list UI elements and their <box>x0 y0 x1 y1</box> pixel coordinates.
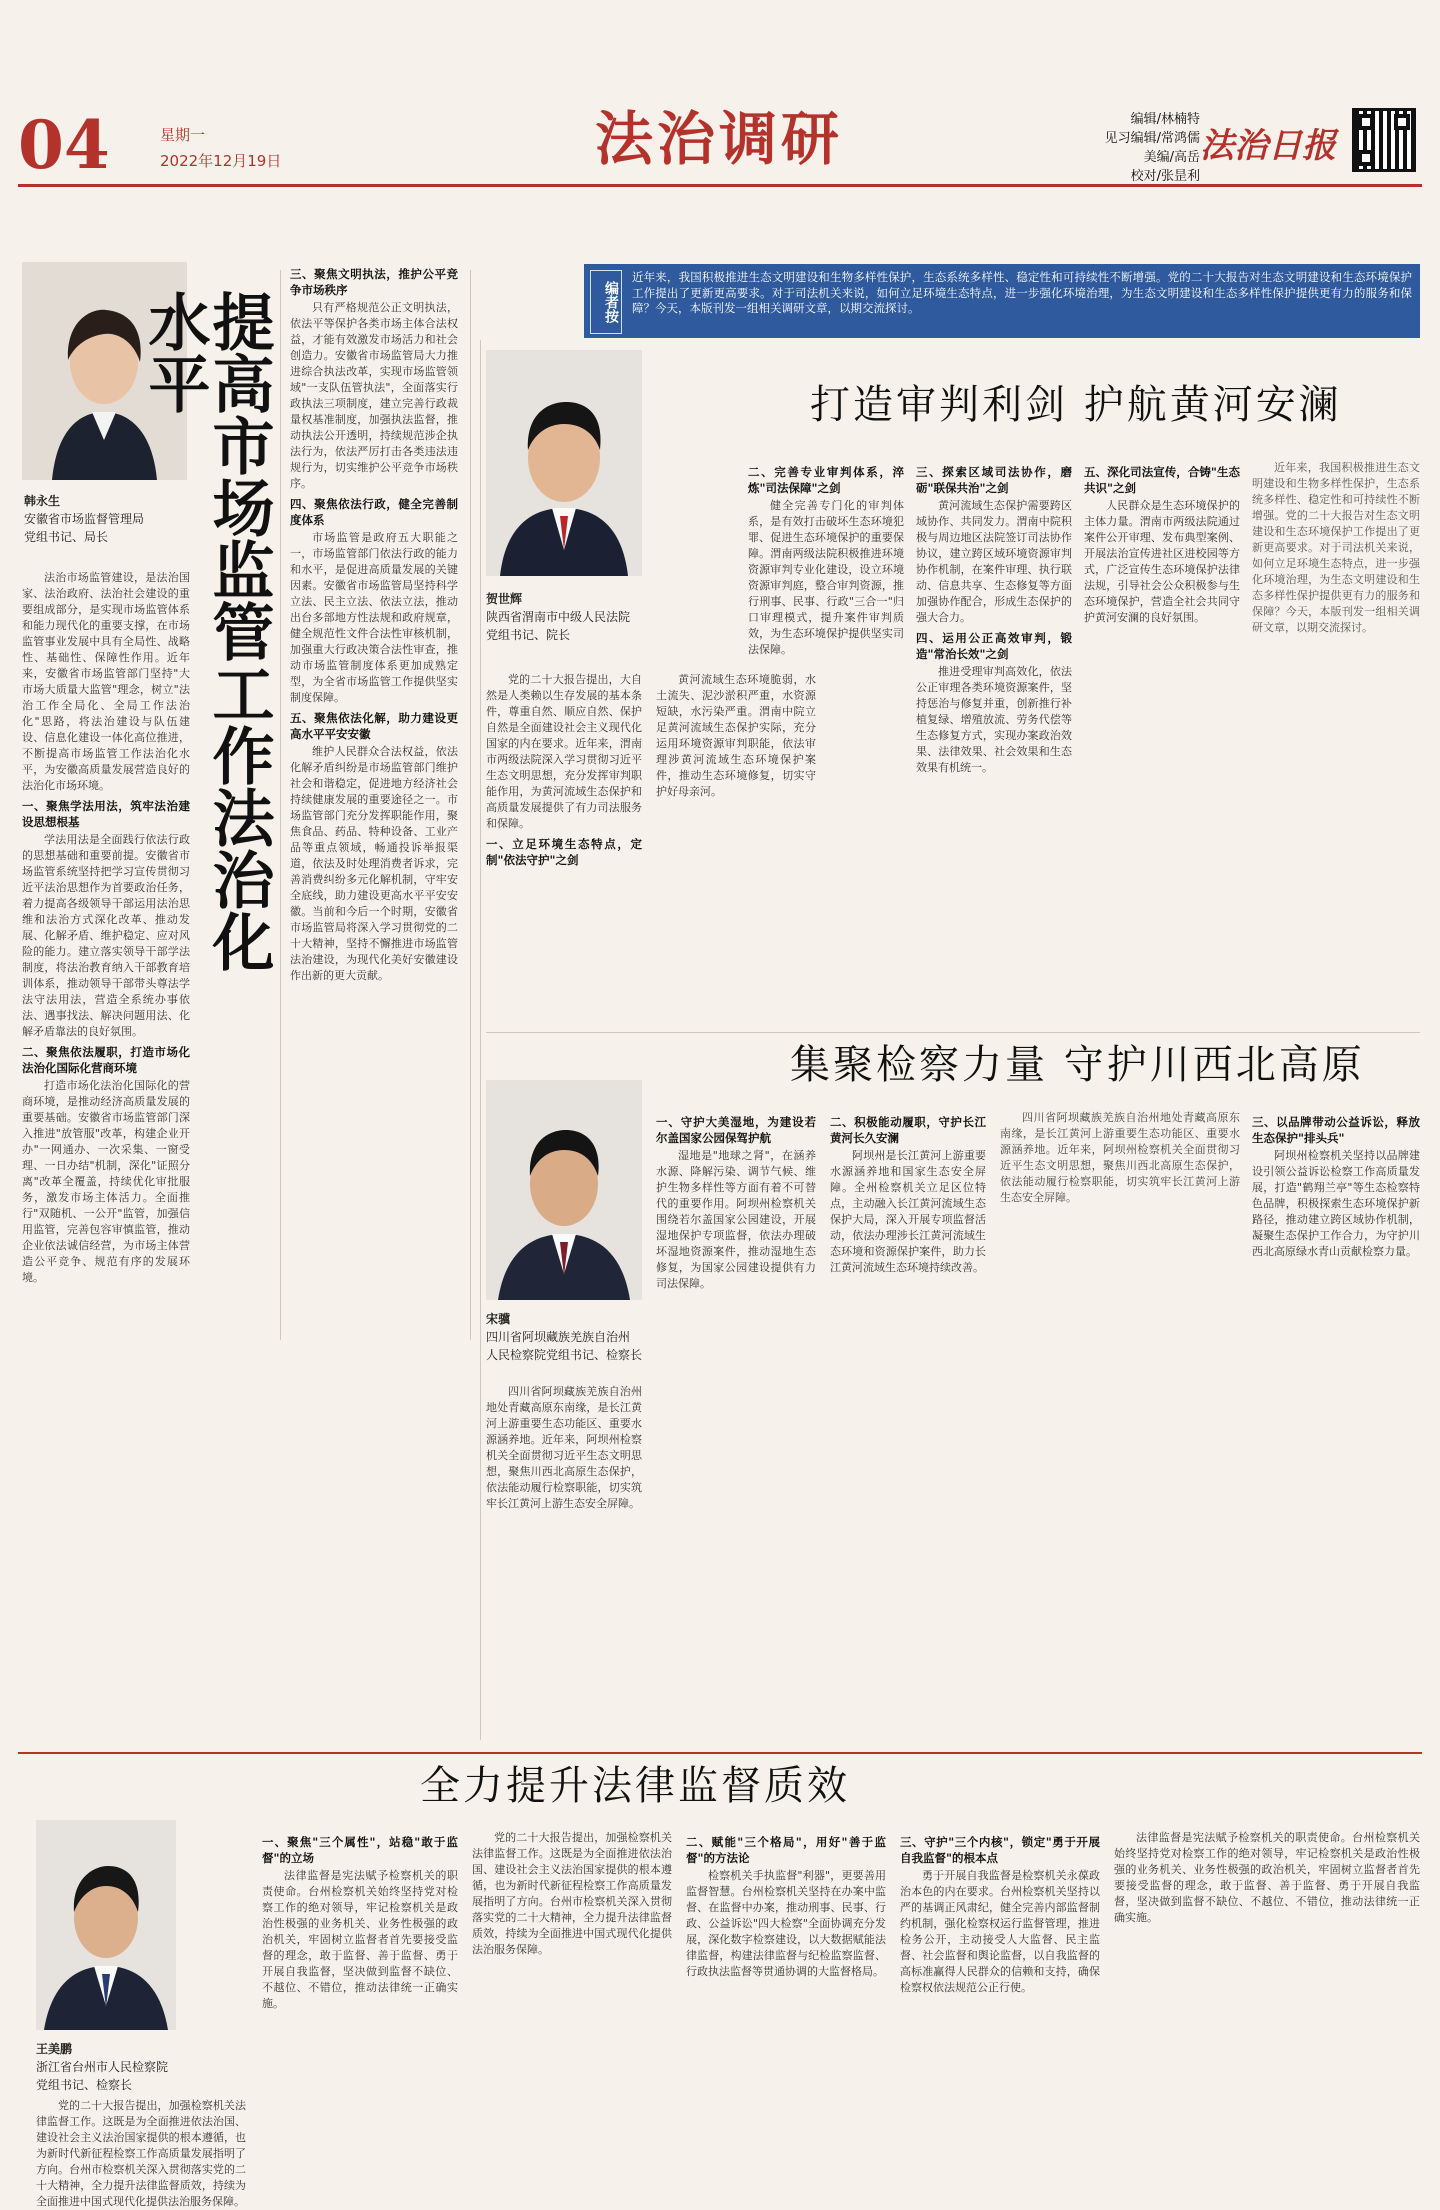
article2-closing: 近年来，我国积极推进生态文明建设和生物多样性保护，生态系统多样性、稳定性和可持续性不断增强。党的二十大报告对生态文明建设和生态环境保护工作提出了更新更高要求。对于司法机关来说，如何立足环境生态特点，进一步强化环境治理，为生态文明建设和生态多样性保护提供更有力的服务和保障？今天，本版刊发一组相关调研文章，以期交流探讨。 <box>1252 461 1420 634</box>
author-org: 安徽省市场监督管理局 <box>24 512 145 526</box>
article1-subhead: 五、聚焦依法化解，助力建设更高水平平安安徽 <box>290 711 458 741</box>
author-caption <box>24 492 194 546</box>
article2-lead: 党的二十大报告提出，大自然是人类赖以生存发展的基本条件，尊重自然、顺应自然、保护自然是全面建设社会主义现代化国家的内在要求。近年来，渭南市两级法院深入学习贯彻习近平生态文明思想，充分发挥审判职能作用，为黄河流域生态保护和高质量发展提供了有力司法服务和保障。 <box>486 673 642 830</box>
article4-subhead: 一、聚焦"三个属性"，站稳"敢于监督"的立场 <box>262 1835 458 1865</box>
column-divider <box>480 340 481 1740</box>
editor-credit-line: 编辑/林楠特 <box>1130 112 1200 127</box>
section-title: 法治调研 <box>595 105 844 173</box>
editor-credits <box>1050 110 1200 186</box>
article1-subhead: 三、聚焦文明执法，推护公平竞争市场秩序 <box>290 267 458 297</box>
editor-note-badge <box>590 270 622 334</box>
article4-column-a <box>262 1830 458 2178</box>
article1-subhead: 二、聚焦依法履职，打造市场化法治化国际化营商环境 <box>22 1045 190 1075</box>
article3-subhead: 三、以品牌带动公益诉讼，释放生态保护"排头兵" <box>1252 1115 1420 1145</box>
author-org: 浙江省台州市人民检察院 <box>36 2060 169 2074</box>
article2-body: 人民群众是生态环境保护的主体力量。渭南市两级法院通过案件公开审理、发布典型案例、开展法治宣传进社区进校园等方式，广泛宣传生态环境保护法律法规，引导社会公众积极参与生态环境保护，营造全社会共同守护黄河安澜的良好氛围。 <box>1084 499 1240 624</box>
author-role: 党组书记、局长 <box>24 530 109 544</box>
article3-body: 阿坝州检察机关坚持以品牌建设引领公益诉讼检察工作高质量发展，打造"鹤翔兰亭"等生态检察特色品牌，积极探索生态环境保护新路径，推动建立跨区域协作机制，凝聚生态保护工作合力，为守护川西北高原绿水青山贡献检察力量。 <box>1252 1149 1420 1258</box>
article4-body: 勇于开展自我监督是检察机关永葆政治本色的内在要求。台州检察机关坚持以严的基调正风肃纪，健全完善内部监督制约机制，强化检察权运行监督管理，推进检务公开，主动接受人大监督、民主监督、社会监督和舆论监督，以自我监督的高标准赢得人民群众的信赖和支持，确保检察权依法规范公正行使。 <box>900 1869 1100 1994</box>
article1-body: 只有严格规范公正文明执法，依法平等保护各类市场主体合法权益，才能有效激发市场活力和社会创造力。安徽省市场监管局大力推进综合执法改革，实现市场监管领域"一支队伍管执法"，全面落实行政执法三项制度，建立完善行政裁量权基准制度，加强执法监督，推动执法公开透明，持续规范涉企执法行为，依法严厉打击各类违法违规行为，切实维护公平竞争市场秩序。 <box>290 301 458 490</box>
article3-lead: 四川省阿坝藏族羌族自治州地处青藏高原东南缘，是长江黄河上游重要生态功能区、重要水源涵养地。近年来，阿坝州检察机关全面贯彻习近平生态文明思想，聚焦川西北高原生态保护，依法能动履行检察职能，切实筑牢长江黄河上游生态安全屏障。 <box>486 1385 642 1510</box>
column-divider <box>280 270 281 1340</box>
author-caption <box>486 1310 656 1364</box>
article4-subhead: 三、守护"三个内核"，锁定"勇于开展自我监督"的根本点 <box>900 1835 1100 1865</box>
article2-title: 打造审判利剑 护航黄河安澜 <box>810 382 1342 428</box>
article4-lead: 党的二十大报告提出，加强检察机关法律监督工作。这既是为全面推进依法治国、建设社会主义法治国家提供的根本遵循，也为新时代新征程检察工作高质量发展指明了方向。台州市检察机关深入贯彻落实党的二十大精神，全力提升法律监督质效，持续为全面推进中国式现代化提供法治服务保障。 <box>36 2099 246 2208</box>
author-photo-he <box>486 350 642 576</box>
page-number: 04 <box>18 106 110 184</box>
author-role: 人民检察院党组书记、检察长 <box>486 1348 643 1362</box>
article3-column-e <box>1252 1110 1420 1724</box>
article2-column-c <box>748 460 904 1020</box>
article1-column-a <box>22 570 190 1340</box>
article3-subhead: 一、守护大美湿地，为建设若尔盖国家公园保驾护航 <box>656 1115 816 1145</box>
article1-subhead: 四、聚焦依法行政，健全完善制度体系 <box>290 497 458 527</box>
editor-credit-line: 见习编辑/常鸿儒 <box>1104 131 1200 146</box>
author-name: 贺世辉 <box>486 592 523 606</box>
article1-body: 市场监管是政府五大职能之一，市场监管部门依法行政的能力和水平，是促进高质量发展的关键因素。安徽省市场监管局坚持科学立法、民主立法、依法立法，推动出台多部地方性法规和政府规章，健全规范性文件合法性审核机制，加强重大行政决策合法性审查，推动市场监管制度体系更加成熟定型，为全省市场监管工作提供坚实制度保障。 <box>290 531 458 704</box>
editor-credit-line: 校对/张昰利 <box>1130 169 1200 184</box>
article1-subhead: 一、聚焦学法用法，筑牢法治建设思想根基 <box>22 799 190 829</box>
article2-body: 黄河流域生态环境脆弱，水土流失、泥沙淤积严重，水资源短缺，水污染严重。渭南中院立足黄河流域生态保护实际，充分运用环境资源审判职能，依法审理涉黄河流域生态环境保护案件，推动生态环境修复，切实守护好母亲河。 <box>656 673 816 798</box>
editor-note-text: 近年来，我国积极推进生态文明建设和生物多样性保护，生态系统多样性、稳定性和可持续性不断增强。党的二十大报告对生态文明建设和生态环境保护工作提出了更新更高要求。对于司法机关来说，如何立足环境生态特点，进一步强化环境治理，为生态文明建设和生态多样性保护提供更有力的服务和保障？今天，本版刊发一组相关调研文章，以期交流探讨。 <box>632 270 1412 315</box>
article2-subhead: 二、完善专业审判体系，淬炼"司法保障"之剑 <box>748 465 904 495</box>
author-role: 党组书记、院长 <box>486 628 571 642</box>
article2-subhead: 四、运用公正高效审判，锻造"常治长效"之剑 <box>916 631 1072 661</box>
article2-subhead: 一、立足环境生态特点，定制"依法守护"之剑 <box>486 837 642 867</box>
section-divider-red <box>18 1752 1422 1754</box>
article2-column-e <box>1084 460 1240 1020</box>
headline-vertical <box>138 290 275 1030</box>
author-caption <box>486 590 656 644</box>
author-name: 王美鹏 <box>36 2042 73 2056</box>
author-role: 党组书记、检察长 <box>36 2078 133 2092</box>
article2-body: 推进受理审判高效化，依法公正审理各类环境资源案件，坚持惩治与修复并重，创新推行补植复绿、增殖放流、劳务代偿等生态修复方式，实现办案政治效果、法律效果、社会效果和生态效果有机统一。 <box>916 665 1072 774</box>
article4-column-lead <box>36 2098 246 2208</box>
article3-column-d <box>1000 1110 1240 1724</box>
article2-column-d <box>916 460 1072 1020</box>
article3-body: 湿地是"地球之肾"，在涵养水源、降解污染、调节气候、维护生物多样性等方面有着不可替代的重要作用。阿坝州检察机关围绕若尔盖国家公园建设，开展湿地保护专项监督，依法办理破坏湿地资源案件，推动湿地生态修复，为国家公园建设提供有力司法保障。 <box>656 1149 816 1290</box>
editor-credit-line: 美编/高岳 <box>1143 150 1200 165</box>
article2-body: 健全完善专门化的审判体系，是有效打击破坏生态环境犯罪、促进生态环境保护的重要保障。渭南两级法院积极推进环境资源审判专业化建设，设立环境资源审判庭，整合审判资源，推行刑事、民事、行政"三合一"归口审理模式，提升案件审判质效，为生态环境保护提供坚实司法保障。 <box>748 499 904 656</box>
article4-column-e <box>1114 1830 1420 2178</box>
article3-subhead: 二、积极能动履职，守护长江黄河长久安澜 <box>830 1115 986 1145</box>
article1-title: 提高市场监管工作法治化水平 <box>138 290 275 972</box>
column-divider <box>470 270 471 1340</box>
article4-column-b <box>472 1830 672 2178</box>
article1-body: 打造市场化法治化国际化的营商环境，是推动经济高质量发展的重要基础。安徽省市场监管部门深入推进"放管服"改革，构建企业开办"一网通办、一次采集、一窗受理、一日办结"机制，深化"证照分离"改革全覆盖，持续优化审批服务，激发市场主体活力。全面推行"双随机、一公开"监管，加强信用监管，完善包容审慎监管，推动企业依法诚信经营，为市场主体营造公平竞争、规范有序的发展环境。 <box>22 1079 190 1284</box>
article1-body: 学法用法是全面践行依法行政的思想基础和重要前提。安徽省市场监管系统坚持把学习宣传贯彻习近平法治思想作为首要政治任务，着力提高各级领导干部运用法治思维和法治方式深化改革、推动发展、化解矛盾、维护稳定、应对风险的能力。建立落实领导干部学法制度，将法治教育纳入干部教育培训体系，推动领导干部带头尊法学法守法用法，营造全系统办事依法、遇事找法、解决问题用法、化解矛盾靠法的良好氛围。 <box>22 833 190 1038</box>
author-photo-song <box>486 1080 642 1300</box>
article4-body-cont: 党的二十大报告提出，加强检察机关法律监督工作。这既是为全面推进依法治国、建设社会主义法治国家提供的根本遵循，也为新时代新征程检察工作高质量发展指明了方向。台州市检察机关深入贯彻落实党的二十大精神，全力提升法律监督质效，持续为全面推进中国式现代化提供法治服务保障。 <box>472 1831 672 1956</box>
author-name: 宋骥 <box>486 1312 511 1326</box>
weekday: 星期一 <box>160 126 206 144</box>
author-caption <box>36 2040 236 2094</box>
editor-note-badge-label: 编者按 <box>603 281 619 323</box>
article3-title: 集聚检察力量 守护川西北高原 <box>790 1042 1365 1088</box>
article3-column-a <box>486 1384 642 1724</box>
article4-body-cont: 法律监督是宪法赋予检察机关的职责使命。台州检察机关始终坚持党对检察工作的绝对领导，牢记检察机关是政治性极强的业务机关、业务性极强的政治机关，牢固树立监督者首先要接受监督的理念，敢于监督、善于监督、勇于开展自我监督，坚决做到监督不缺位、不越位、不错位，推动法律统一正确实施。 <box>1114 1831 1420 1924</box>
paper-logo: 法治日报 <box>1200 126 1336 166</box>
article2-column-f <box>1252 460 1420 1020</box>
article1-lead: 法治市场监管建设，是法治国家、法治政府、法治社会建设的重要组成部分，是实现市场监管体系和能力现代化的重要支撑，在市场监管事业发展中具有全局性、战略性、基础性、保障性作用。近年来，安徽省市场监管部门坚持"大市场大质量大监管"理念，树立"法治工作全局化、全局工作法治化"思路，将法治建设与队伍建设、信息化建设一体化高位推进，不断提高市场监管工作法治化水平，为安徽高质量发展营造良好的法治化市场环境。 <box>22 571 190 792</box>
author-org: 四川省阿坝藏族羌族自治州 <box>486 1330 631 1344</box>
article4-subhead: 二、赋能"三个格局"，用好"善于监督"的方法论 <box>686 1835 886 1865</box>
article2-body: 黄河流域生态保护需要跨区域协作、共同发力。渭南中院积极与周边地区法院签订司法协作协议，建立跨区域环境资源审判协作机制，在案件审理、执行联动、信息共享、生态修复等方面加强协作配合，形成生态保护的强大合力。 <box>916 499 1072 624</box>
issue-date: 2022年12月19日 <box>160 152 282 170</box>
article4-column-d <box>900 1830 1100 2178</box>
article1-column-b <box>290 262 458 1340</box>
article1-body: 维护人民群众合法权益，依法化解矛盾纠纷是市场监管部门维护社会和谐稳定，促进地方经济社会持续健康发展的重要途径之一。市场监管部门充分发挥职能作用，聚焦食品、药品、特种设备、工业产品等重点领域，畅通投诉举报渠道，依法及时处理消费者诉求，完善消费纠纷多元化解机制，守牢安全底线，助力建设更高水平平安安徽。当前和今后一个时期，安徽省市场监管局将深入学习贯彻党的二十大精神，坚持不懈推进市场监管法治建设，为现代化美好安徽建设作出新的更大贡献。 <box>290 745 458 982</box>
author-org: 陕西省渭南市中级人民法院 <box>486 610 631 624</box>
qr-code[interactable] <box>1352 108 1416 172</box>
article2-subhead: 五、深化司法宣传，合铸"生态共识"之剑 <box>1084 465 1240 495</box>
author-photo-wang <box>36 1820 176 2030</box>
article2-subhead: 三、探索区域司法协作，磨砺"联保共治"之剑 <box>916 465 1072 495</box>
article3-body: 阿坝州是长江黄河上游重要水源涵养地和国家生态安全屏障。全州检察机关立足区位特点，主动融入长江黄河流域生态保护大局，深入开展专项监督活动，依法办理涉长江黄河流域生态环境和资源保护案件，助力长江黄河流域生态环境持续改善。 <box>830 1149 986 1274</box>
article2-column-a <box>486 672 642 1020</box>
article3-column-c <box>830 1110 986 1724</box>
article4-title: 全力提升法律监督质效 <box>420 1763 850 1809</box>
article3-column-b <box>656 1110 816 1724</box>
article4-body: 法律监督是宪法赋予检察机关的职责使命。台州检察机关始终坚持党对检察工作的绝对领导，牢记检察机关是政治性极强的业务机关、业务性极强的政治机关，牢固树立监督者首先要接受监督的理念，敢于监督、善于监督、勇于开展自我监督，坚决做到监督不缺位、不越位、不错位，推动法律统一正确实施。 <box>262 1869 458 2010</box>
article3-body-cont: 四川省阿坝藏族羌族自治州地处青藏高原东南缘，是长江黄河上游重要生态功能区、重要水源涵养地。近年来，阿坝州检察机关全面贯彻习近平生态文明思想，聚焦川西北高原生态保护，依法能动履行检察职能，切实筑牢长江黄河上游生态安全屏障。 <box>1000 1111 1240 1204</box>
section-divider <box>486 1032 1420 1033</box>
author-name: 韩永生 <box>24 494 61 508</box>
masthead-rule <box>18 184 1422 187</box>
article4-column-c <box>686 1830 886 2178</box>
article4-body: 检察机关手执监督"利器"，更要善用监督智慧。台州检察机关坚持在办案中监督、在监督中办案，推动刑事、民事、行政、公益诉讼"四大检察"全面协调充分发展，深化数字检察建设，以大数据赋能法律监督，构建法律监督与纪检监察监督、行政执法监督等贯通协调的大监督格局。 <box>686 1869 886 1978</box>
